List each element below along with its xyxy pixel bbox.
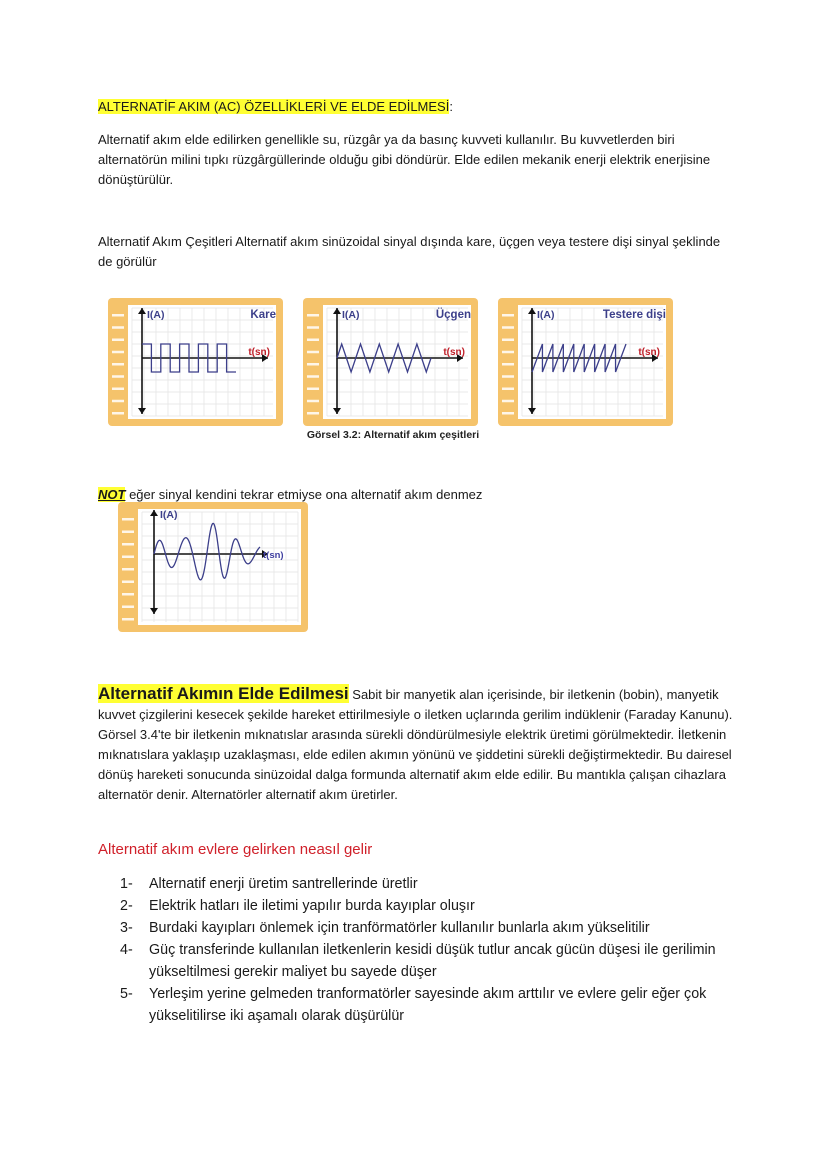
wave-types-figure: [108, 276, 678, 446]
section-body: Sabit bir manyetik alan içerisinde, bir iletkenin (bobin), manyetik kuvvet çizgilerini kesecek şekilde hareket ettirilmesiyle o iletken uçlarında gerilim indüklenir (Faraday Kanunu). Görsel 3.4'te bir iletkenin mıknatıslar arasında sürekli döndürülmesiyle elektrik üretimi görülmektedir. İletkenin mıknatıslara yaklaşıp uzaklaşması, elde edilen akımın yönünü ve şiddetini sürekli değiştirmektedir. Bu dairesel dönüş hareketi sonucunda sinüzoidal dalga formunda alternatif akım elde edilir. Bu mantıkla çalışan cihazlara alternatör denir. Alternatörler alternatif akım üretirler.: [98, 687, 733, 802]
signal-panel-binding-mark: [122, 593, 134, 596]
wave-panel-binding-mark: [112, 351, 124, 354]
y-axis-label: I(A): [147, 309, 165, 321]
signal-panel-binding-mark: [122, 568, 134, 571]
y-axis-label: I(A): [160, 509, 178, 521]
intro-paragraph: Alternatif akım elde edilirken genellikle su, rüzgâr ya da basınç kuvveti kullanılır. Bu kuvvetlerden biri alternatörün milini tıpkı rüzgârgüllerinde olduğu gibi döndürür. Elde edilen mekanik enerji elektrik enerjisine dönüştürülür.: [98, 132, 711, 187]
wave-panel-binding-mark: [112, 314, 124, 317]
list-item-text: Güç transferinde kullanılan iletkenlerin kesidi düşük tutlur ancak gücün düşesi ile gerilimin yükseltilmesi gerekir maliyet bu sayede düşer: [149, 942, 716, 980]
signal-panel-plot-area: [138, 509, 301, 625]
wave-panel-binding-mark: [307, 400, 319, 403]
wave-panel-binding-mark: [502, 351, 514, 354]
note-text: eğer sinyal kendini tekrar etmiyse ona alternatif akım denmez: [125, 487, 483, 502]
wave-panel-binding-mark: [307, 351, 319, 354]
list-item: [120, 895, 740, 917]
wave-panel-binding-mark: [307, 412, 319, 415]
signal-panel-binding-mark: [122, 606, 134, 609]
question-heading: Alternatif akım evlere gelirken neasıl gelir: [98, 841, 373, 858]
wave-panel-binding-mark: [112, 326, 124, 329]
signal-panel-binding-mark: [122, 543, 134, 546]
steps-list: [120, 873, 740, 1027]
wave-panel-plot-area: [128, 305, 276, 419]
wave-panel-binding-mark: [307, 388, 319, 391]
list-item-number: 1-: [120, 876, 133, 892]
wave-panel-binding-mark: [307, 363, 319, 366]
list-item-text: Yerleşim yerine gelmeden tranformatörler sayesinde akım arttılır ve evlere gelir eğer çok yükselitilirse iki aşamalı olarak düşürülür: [149, 986, 707, 1024]
wave-panel-binding-mark: [502, 400, 514, 403]
wave-panel-binding-mark: [112, 339, 124, 342]
list-item-number: 2-: [120, 898, 133, 914]
panel-title: Üçgen: [435, 309, 471, 321]
non-periodic-figure: [118, 502, 314, 638]
wave-panel-binding-mark: [112, 388, 124, 391]
heading-text: ALTERNATİF AKIM (AC) ÖZELLİKLERİ VE ELDE EDİLMESİ: [98, 99, 450, 114]
wave-panel: [303, 298, 478, 426]
types-paragraph: Alternatif Akım Çeşitleri Alternatif akım sinüzoidal sinyal dışında kare, üçgen veya testere dişi sinyal şeklinde de görülür: [98, 234, 721, 269]
signal-panel-binding-mark: [122, 618, 134, 621]
wave-panel-binding-mark: [502, 375, 514, 378]
wave-panel-binding-mark: [502, 363, 514, 366]
x-axis-label: t(sn): [443, 347, 465, 358]
list-item-text: Burdaki kayıpları önlemek için tranförmatörler kullanılır bunlarla akım yükselitilir: [149, 920, 650, 936]
wave-panel: [498, 298, 673, 426]
wave-panel: [108, 298, 283, 426]
section-title: Alternatif Akımın Elde Edilmesi: [98, 684, 349, 703]
note-label: NOT: [98, 487, 126, 502]
y-axis-label: I(A): [537, 309, 555, 321]
page-heading: [98, 98, 453, 116]
wave-panel-binding-mark: [307, 339, 319, 342]
heading-colon: :: [449, 99, 453, 114]
list-item-number: 4-: [120, 942, 133, 958]
list-item: [120, 983, 740, 1027]
wave-panel-binding-mark: [307, 326, 319, 329]
wave-panel-binding-mark: [112, 412, 124, 415]
y-axis-label: I(A): [342, 309, 360, 321]
signal-panel-binding-mark: [122, 531, 134, 534]
list-item-number: 3-: [120, 920, 133, 936]
list-item: [120, 939, 740, 983]
wave-panel-binding-mark: [502, 412, 514, 415]
list-item-number: 5-: [120, 986, 133, 1002]
panel-title: Testere dişi: [602, 309, 666, 321]
list-item-text: Alternatif enerji üretim santrellerinde üretlir: [149, 876, 418, 892]
signal-panel-binding-mark: [122, 518, 134, 521]
wave-panel-binding-mark: [112, 400, 124, 403]
signal-panel-binding-mark: [122, 556, 134, 559]
wave-panel-plot-area: [518, 305, 666, 419]
wave-panel-binding-mark: [502, 326, 514, 329]
x-axis-label: t(sn): [638, 347, 660, 358]
list-item-text: Elektrik hatları ile iletimi yapılır burda kayıplar oluşır: [149, 898, 475, 914]
signal-panel-binding-mark: [122, 581, 134, 584]
list-item: [120, 873, 740, 895]
wave-panel-plot-area: [323, 305, 471, 419]
list-item: [120, 917, 740, 939]
wave-panel-binding-mark: [112, 363, 124, 366]
x-axis-label: t(sn): [263, 550, 284, 561]
wave-panel-binding-mark: [112, 375, 124, 378]
x-axis-label: t(sn): [248, 347, 270, 358]
figure-caption: Görsel 3.2: Alternatif akım çeşitleri: [306, 429, 480, 441]
wave-panel-binding-mark: [502, 314, 514, 317]
generation-section: [98, 684, 738, 805]
panel-title: Kare: [250, 309, 276, 321]
wave-panel-binding-mark: [502, 339, 514, 342]
wave-panel-binding-mark: [307, 375, 319, 378]
wave-panel-binding-mark: [307, 314, 319, 317]
wave-panel-binding-mark: [502, 388, 514, 391]
